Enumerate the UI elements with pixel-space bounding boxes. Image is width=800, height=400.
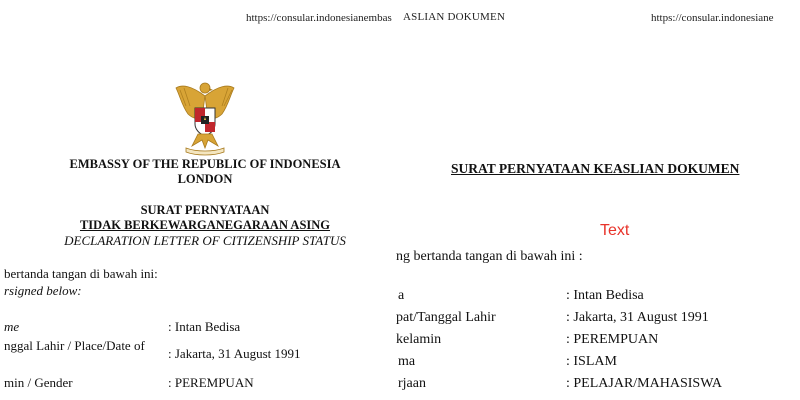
right-field-value-religion: : ISLAM <box>566 354 617 369</box>
embassy-city: LONDON <box>177 172 233 186</box>
left-field-value-gender: : PEREMPUAN <box>168 375 254 390</box>
right-field-value-name: : Intan Bedisa <box>566 288 644 303</box>
left-intro-line1: bertanda tangan di bawah ini: <box>4 266 158 281</box>
right-field-label-birth: pat/Tanggal Lahir <box>396 310 496 325</box>
left-field-value-birth: : Jakarta, 31 August 1991 <box>168 346 301 361</box>
statement-english-title: DECLARATION LETTER OF CITIZENSHIP STATUS <box>64 233 346 248</box>
right-field-label-religion: ma <box>398 354 416 369</box>
right-doc-title: SURAT PERNYATAAN KEASLIAN DOKUMEN <box>451 161 740 176</box>
left-field-label-name: me <box>4 319 20 334</box>
right-field-label-name: a <box>398 288 405 303</box>
right-field-value-occupation: : PELAJAR/MAHASISWA <box>566 376 722 391</box>
statement-subtitle: TIDAK BERKEWARGANEGARAAN ASING <box>79 218 331 232</box>
source-url-left: https://consular.indonesianembas <box>246 12 392 24</box>
right-intro: ng bertanda tangan di bawah ini : <box>396 249 583 264</box>
garuda-emblem-icon <box>172 76 238 156</box>
left-field-label-birth: nggal Lahir / Place/Date of <box>4 338 145 353</box>
left-intro-line2: rsigned below: <box>4 283 82 298</box>
left-field-value-name: : Intan Bedisa <box>168 319 241 334</box>
source-url-right: https://consular.indonesiane <box>651 12 774 24</box>
right-field-value-gender: : PEREMPUAN <box>566 332 659 347</box>
document-header-label: ASLIAN DOKUMEN <box>403 11 506 23</box>
statement-title: SURAT PERNYATAAN <box>140 203 270 217</box>
left-field-label-gender: min / Gender <box>4 375 73 390</box>
text-annotation[interactable]: Text <box>600 222 630 239</box>
right-field-label-gender: kelamin <box>396 332 442 347</box>
right-field-value-birth: : Jakarta, 31 August 1991 <box>566 310 709 325</box>
right-field-label-occupation: rjaan <box>398 376 426 391</box>
embassy-name: EMBASSY OF THE REPUBLIC OF INDONESIA <box>69 157 341 171</box>
